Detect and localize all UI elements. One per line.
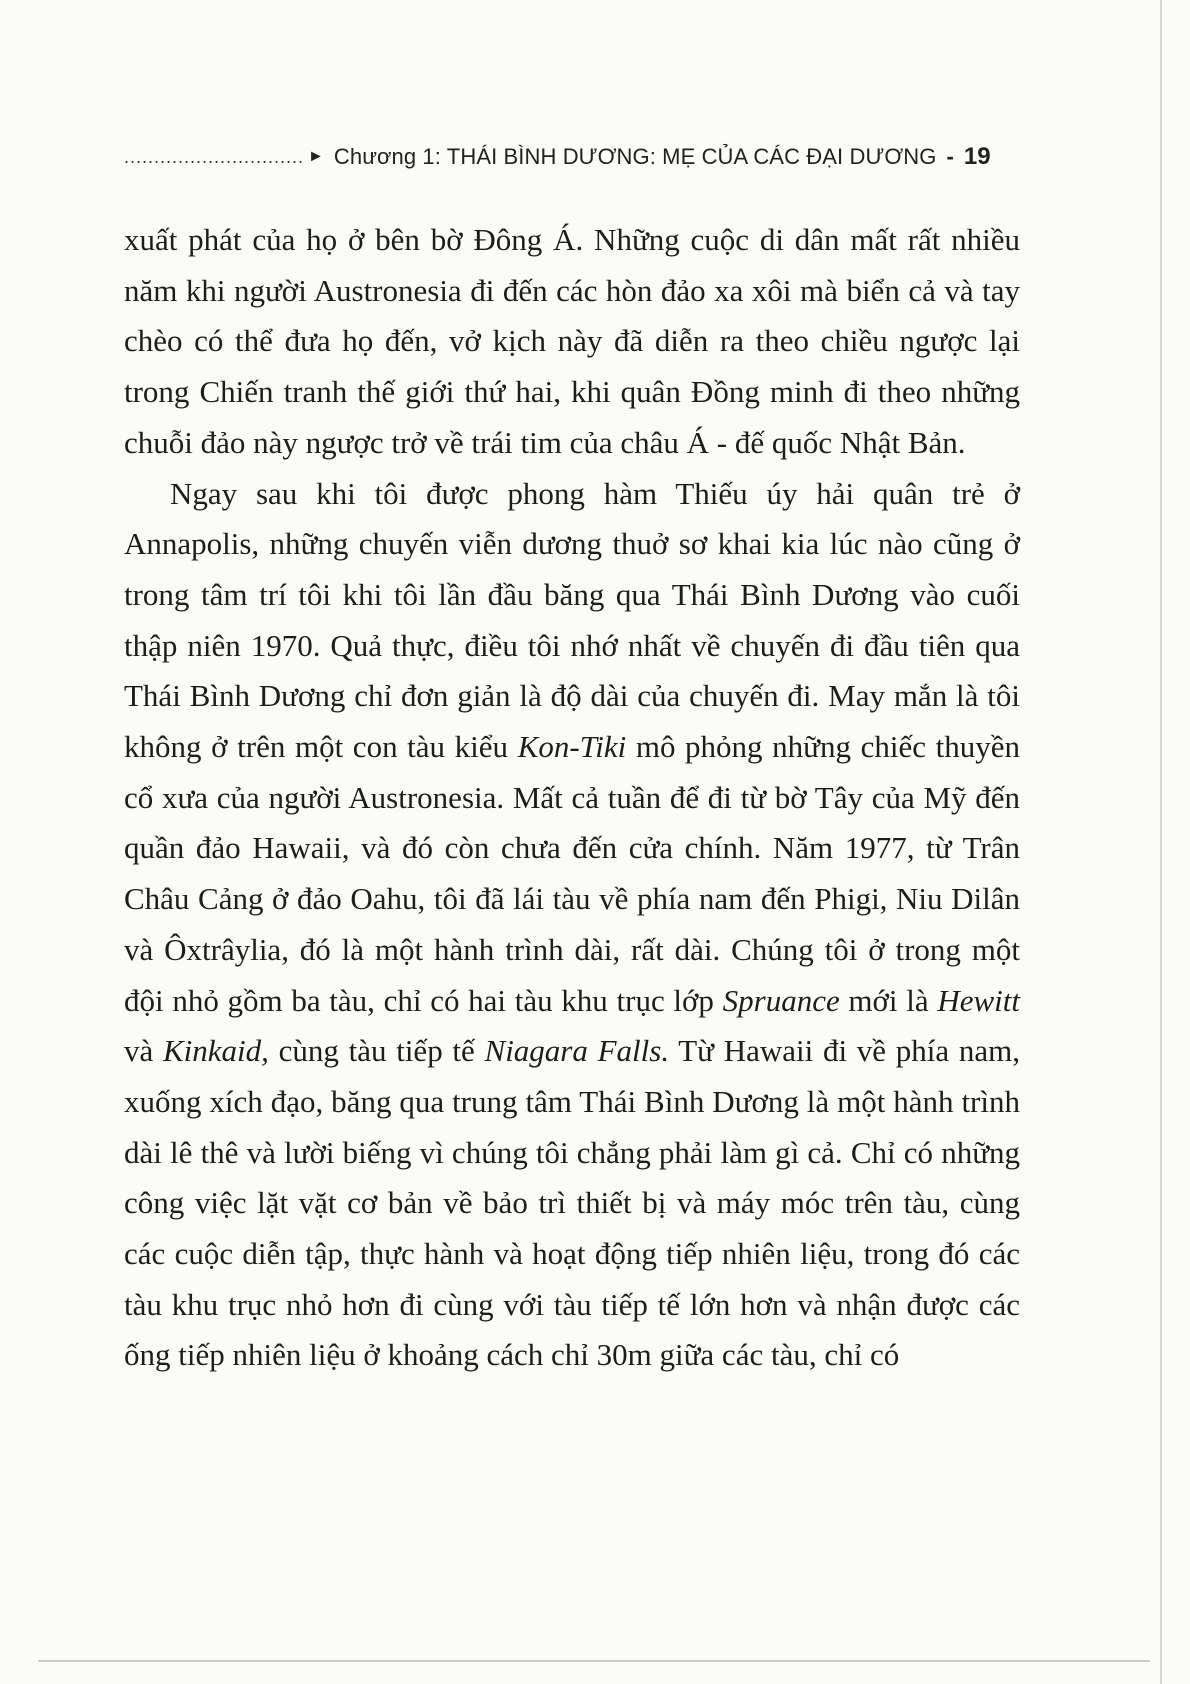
- ship-name-kon-tiki: Kon-Tiki: [517, 729, 627, 765]
- ship-name-hewitt: Hewitt: [937, 982, 1020, 1018]
- arrow-right-icon: ►: [308, 148, 324, 165]
- ship-name-kinkaid: Kinkaid,: [162, 1033, 269, 1069]
- paragraph-text: Ngay sau khi tôi được phong hàm Thiếu úy hải quân trẻ ở Annapolis, những chuyến viễn dương thuở sơ khai kia lúc nào cũng ở trong tâm trí tôi khi tôi lần đầu băng qua Thái Bình Dương vào cuối thập niên 1970. Quả thực, điều tôi nhớ nhất về chuyến đi đầu tiên qua Thái Bình Dương chỉ đơn giản là độ dài của chuyến đi. May mắn là tôi không ở trên một con tàu kiểu: [124, 475, 1020, 765]
- page-bottom-edge: [38, 1660, 1150, 1662]
- paragraph: [124, 469, 1020, 1382]
- running-header: [124, 140, 1020, 174]
- body-text: [124, 215, 1020, 1381]
- paragraph-text: mô phỏng những chiếc thuyền cổ xưa của người Austronesia. Mất cả tuần để đi từ bờ Tây của Mỹ đến quần đảo Hawaii, và đó còn chưa đến cửa chính. Năm 1977, từ Trân Châu Cảng ở đảo Oahu, tôi đã lái tàu về phía nam đến Phigi, Niu Dilân và Ôxtrâylia, đó là một hành trình dài, rất dài. Chúng tôi ở trong một đội nhỏ gồm ba tàu, chỉ có hai tàu khu trục lớp: [124, 729, 1020, 1018]
- paragraph-text: Từ Hawaii đi về phía nam, xuống xích đạo, băng qua trung tâm Thái Bình Dương là một hành trình dài lê thê và lười biếng vì chúng tôi chẳng phải làm gì cả. Chỉ có những công việc lặt vặt cơ bản về bảo trì thiết bị và máy móc trên tàu, cùng các cuộc diễn tập, thực hành và hoạt động tiếp nhiên liệu, trong đó các tàu khu trục nhỏ hơn đi cùng với tàu tiếp tế lớn hơn và nhận được các ống tiếp nhiên liệu ở khoảng cách chỉ 30m giữa các tàu, chỉ có: [124, 1033, 1020, 1373]
- header-leader-dots: ..............................: [124, 146, 305, 167]
- paragraph-text: mới là: [839, 982, 938, 1018]
- ship-name-niagara-falls: Niagara Falls.: [484, 1033, 670, 1069]
- paragraph-text: cùng tàu tiếp tế: [268, 1033, 485, 1069]
- page-number: 19: [963, 143, 991, 170]
- ship-class-spruance: Spruance: [722, 982, 840, 1018]
- page-edge: [1160, 0, 1162, 1684]
- paragraph-text: và: [124, 1033, 163, 1069]
- header-separator: -: [946, 144, 954, 169]
- paragraph-continued: xuất phát của họ ở bên bờ Đông Á. Những cuộc di dân mất rất nhiều năm khi người Austronesia đi đến các hòn đảo xa xôi mà biển cả và tay chèo có thể đưa họ đến, vở kịch này đã diễn ra theo chiều ngược lại trong Chiến tranh thế giới thứ hai, khi quân Đồng minh đi theo những chuỗi đảo này ngược trở về trái tim của châu Á - đế quốc Nhật Bản.: [124, 222, 1020, 460]
- chapter-title: Chương 1: THÁI BÌNH DƯƠNG: MẸ CỦA CÁC ĐẠI DƯƠNG: [333, 144, 937, 169]
